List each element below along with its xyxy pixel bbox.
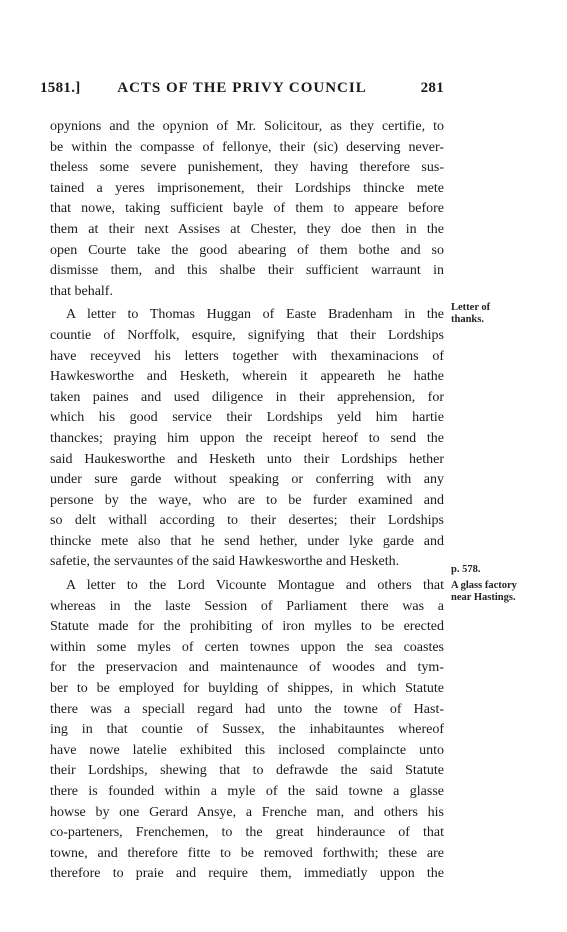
text-line: said Haukesworthe and Hesketh unto their Lordships hether xyxy=(50,451,444,467)
text-line: be within the compasse of fellonye, their (sic) deserving never- xyxy=(50,139,444,155)
text-line: open Courte take the good abearing of them bothe and so xyxy=(50,242,444,258)
body-text xyxy=(50,117,444,885)
text-line: Statute made for the prohibiting of iron mylles to be erected xyxy=(50,619,444,635)
sidenote-glass-factory xyxy=(451,580,517,604)
header-title: ACTS OF THE PRIVY COUNCIL xyxy=(117,80,367,96)
paragraph-letter-montague xyxy=(50,576,444,885)
text-line: for the preservacion and maintenaunce of woodes and tym- xyxy=(50,660,444,676)
sidenote-line: A glass factory xyxy=(451,580,517,591)
text-line: co-parteners, Frenchemen, to the great hinderaunce of that xyxy=(50,825,444,841)
sidenote-line: near Hastings. xyxy=(451,592,516,603)
running-header xyxy=(40,80,444,104)
text-line: Hawkesworthe and Hesketh, wherein it appeareth he hathe xyxy=(50,369,444,385)
sidenote-line: thanks. xyxy=(451,314,484,325)
sidenote-page-reference xyxy=(451,564,480,576)
sidenote-letter-of-thanks xyxy=(451,302,490,326)
text-line: taken paines and used diligence in their apprehension, for xyxy=(50,389,444,405)
text-line: towne, and therefore fitte to be removed forthwith; these are xyxy=(50,845,444,861)
text-line: within some myles of certen townes uppon the sea coastes xyxy=(50,639,444,655)
header-year: 1581.] xyxy=(40,80,81,96)
text-line: thanckes; praying him uppon the receipt hereof to send the xyxy=(50,430,444,446)
text-line: therefore to praie and require them, immediatly uppon the xyxy=(50,866,444,882)
header-page-number: 281 xyxy=(420,80,444,96)
text-line: under sure garde without speaking or conferring with any xyxy=(50,472,444,488)
paragraph-letter-huggan xyxy=(50,305,444,573)
text-line: thincke mete also that he send hether, under lyke garde and xyxy=(50,533,444,549)
sidenote-line: p. 578. xyxy=(451,564,481,575)
text-line: that behalf. xyxy=(50,283,113,299)
text-line: persone by the waye, who are to be furder examined and xyxy=(50,492,444,508)
text-line: have receyved his letters together with thexaminacions of xyxy=(50,348,444,364)
text-line: howse by one Gerard Ansye, a Frenche man, and others his xyxy=(50,804,444,820)
text-line: have nowe latelie exhibited this inclosed complaincte unto xyxy=(50,742,444,758)
text-line: whereas in the laste Session of Parliament there was a xyxy=(50,598,444,614)
text-line: which his good service their Lordships yeld him hartie xyxy=(50,410,444,426)
text-line: so delt withall according to their desertes; their Lordships xyxy=(50,513,444,529)
text-line: countie of Norffolk, esquire, signifying that their Lordships xyxy=(50,327,444,343)
text-line: A letter to Thomas Huggan of Easte Bradenham in the xyxy=(66,307,444,323)
text-line: there is founded within a myle of the said towne a glasse xyxy=(50,784,444,799)
text-line: dismisse them, and this shalbe their sufficient warraunt in xyxy=(50,263,444,279)
text-line: their Lordships, shewing that to defrawde the said Statute xyxy=(50,763,444,779)
text-line: there was a speciall regard had unto the towne of Hast- xyxy=(50,701,444,717)
text-line: tained a yeres imprisonement, their Lordships thincke mete xyxy=(50,180,444,196)
sidenote-line: Letter of xyxy=(451,302,491,313)
text-line: them at their next Assises at Chester, they doe then in the xyxy=(50,221,444,237)
text-line: that nowe, taking sufficient bayle of them to appeare before xyxy=(50,201,444,217)
text-line: opynions and the opynion of Mr. Solicitour, as they certifie, to xyxy=(50,119,444,134)
text-line: ing in that countie of Sussex, the inhabitauntes whereof xyxy=(50,722,444,738)
text-line: theless some severe punishement, they having therefore sus- xyxy=(50,160,444,176)
paragraph-opinions xyxy=(50,117,444,302)
text-line: ber to be employed for buylding of shippes, in which Statute xyxy=(50,681,444,697)
text-line: A letter to the Lord Vicounte Montague and others that xyxy=(66,578,444,594)
text-line: safetie, the servauntes of the said Hawkesworthe and Hesketh. xyxy=(50,554,400,570)
